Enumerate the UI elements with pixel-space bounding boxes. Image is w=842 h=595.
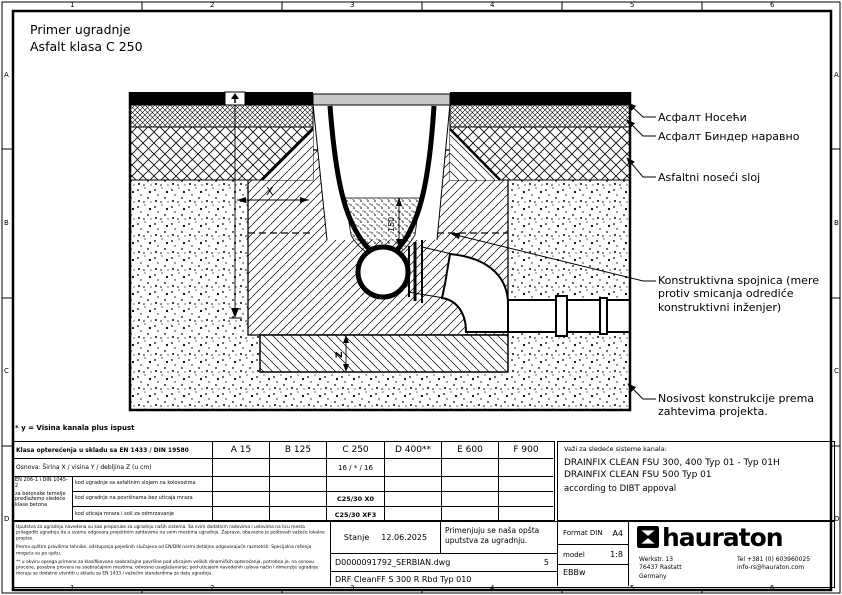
load-class-header: Klasa opterećenja u skladu sa EN 1433 / DIN 19580 bbox=[13, 442, 213, 459]
file-row bbox=[331, 554, 558, 572]
asphalt-binder-left bbox=[130, 105, 313, 127]
frame-row-label: A bbox=[834, 71, 839, 79]
frame-col-label: 5 bbox=[630, 1, 635, 9]
company-block bbox=[629, 522, 834, 586]
frame-col-label: 6 bbox=[770, 584, 775, 592]
format-cell bbox=[558, 522, 629, 545]
status-label: Stanje bbox=[343, 533, 370, 542]
concrete-f900 bbox=[499, 492, 553, 507]
page-title bbox=[30, 22, 143, 56]
leader-base bbox=[627, 158, 656, 177]
leader-bearing bbox=[628, 384, 656, 399]
pipe-socket bbox=[556, 296, 567, 336]
disclaimer-paragraph: Prema opštim pravilima tehnike, odstupanja pojedinih slučajeva od EN/DIN normi detaljno odgovarajuće razmotriti. Specijalna rešenja moguća su po upitu. bbox=[16, 544, 312, 556]
foundation-c250-value: 16 / * / 16 bbox=[327, 459, 385, 477]
annotation-construction-joint: Konstruktivna spojnica (mere protiv smicanja odrediće konstruktivni inženjer) bbox=[658, 274, 819, 314]
outlet-pipe bbox=[508, 300, 630, 332]
concrete-c250-value: C25/30 XF3 bbox=[327, 507, 385, 522]
concrete-a15 bbox=[213, 477, 270, 492]
frame-row-label: C bbox=[4, 367, 9, 375]
status-cell bbox=[331, 522, 441, 554]
class-d400: D 400** bbox=[385, 442, 442, 459]
class-a15: A 15 bbox=[213, 442, 270, 459]
filter-pipe bbox=[358, 247, 408, 297]
concrete-e600 bbox=[442, 507, 499, 522]
frame-col-label: 4 bbox=[490, 1, 495, 9]
hauraton-wordmark: hauraton bbox=[662, 523, 783, 552]
status-date: 12.06.2025 bbox=[381, 533, 428, 542]
concrete-note: za betonske temelje predlažemo sledeće klase betona bbox=[15, 490, 66, 508]
leader-surface bbox=[628, 103, 656, 117]
annotation-bearing-capacity: Nosivost konstrukcije prema zahtevima projekta. bbox=[658, 392, 815, 419]
asphalt-surface-left bbox=[130, 92, 313, 105]
system-applicability-block bbox=[557, 441, 835, 521]
frame-col-label: 6 bbox=[770, 1, 775, 9]
frame-col-label: 4 bbox=[490, 584, 495, 592]
dim-150-label: 150 bbox=[387, 216, 396, 232]
file-name: D0000091792_SERBIAN.dwg bbox=[335, 558, 451, 567]
frame-row-label: D bbox=[4, 515, 10, 523]
scale-value: 1:8 bbox=[610, 550, 623, 559]
leader-binder bbox=[627, 120, 656, 136]
foundation-slab bbox=[260, 335, 508, 372]
load-class-table bbox=[12, 441, 555, 521]
foundation-e600 bbox=[442, 459, 499, 477]
foundation-d400 bbox=[385, 459, 442, 477]
system-line: according to DIBT appoval bbox=[564, 484, 677, 495]
drawing-title: DRF CleanFF S 300 R Rbd Typ 010 bbox=[331, 572, 558, 586]
disclaimer-cell bbox=[13, 522, 331, 586]
concrete-b125 bbox=[270, 492, 327, 507]
frame-col-label: 2 bbox=[210, 584, 215, 592]
concrete-c250-value bbox=[327, 477, 385, 492]
disclaimer-paragraph: ** u okviru opsega primene za klasifikovane saobraćajne površine pod uticajem velikih dinamičkih opterećenja, potrebna je, na osnovu procene, posebna provera na saobraćajnim mestima, odnosno usaglašavanje; pod uticajem navedenih uslova način i dimenzije ugradnje moraju se dodatno utvrditi u skladu sa EN 1433 i važećim standardima za datu ugradnju. bbox=[16, 559, 319, 576]
concrete-a15 bbox=[213, 492, 270, 507]
class-f900: F 900 bbox=[499, 442, 553, 459]
annotation-asphalt-surface: Асфалт Носећи bbox=[658, 111, 747, 124]
foundation-row-label: Osnova: Širina X / visina Y / debljina Z (u cm) bbox=[13, 459, 213, 477]
frame-col-label: 3 bbox=[350, 584, 355, 592]
editor-code: EBBw bbox=[558, 565, 629, 586]
scale-cell bbox=[558, 545, 629, 565]
foundation-a15 bbox=[213, 459, 270, 477]
frame-row-label: D bbox=[834, 515, 840, 523]
concrete-row-label: kod ugradnje na površinama bez uticaja mraza bbox=[73, 492, 213, 507]
format-value: A4 bbox=[612, 528, 623, 538]
pipe-socket bbox=[600, 298, 607, 334]
asphalt-binder-right bbox=[450, 105, 630, 127]
system-line: DRAINFIX CLEAN FSU 300, 400 Typ 01 - Typ 01H bbox=[564, 458, 780, 468]
company-contact bbox=[737, 556, 810, 573]
system-line: DRAINFIX CLEAN FSU 500 Typ 01 bbox=[564, 470, 712, 481]
foundation-f900 bbox=[499, 459, 553, 477]
frame-row-label: B bbox=[834, 219, 839, 227]
hauraton-logo-icon bbox=[637, 526, 659, 548]
company-phone: Tel +381 (0) 603960025 bbox=[737, 556, 811, 563]
title-block bbox=[12, 521, 835, 588]
concrete-f900 bbox=[499, 477, 553, 492]
class-b125: B 125 bbox=[270, 442, 327, 459]
frame-row-label: A bbox=[4, 71, 9, 79]
annotation-asphalt-binder: Асфалт Биндер наравно bbox=[658, 130, 800, 143]
dim-z-label: Z bbox=[335, 351, 345, 358]
concrete-row-label: kod ugradnje sa asfaltnim slojem na kolovozima bbox=[73, 477, 213, 492]
class-c250: C 250 bbox=[327, 442, 385, 459]
concrete-standard: EN 206-1 i DIN 1045-2 bbox=[15, 477, 68, 489]
concrete-standard-cell bbox=[13, 477, 73, 522]
scale-label: model bbox=[563, 550, 585, 559]
system-info-title: Važi za sledeće sisteme kanala: bbox=[564, 445, 667, 453]
concrete-b125 bbox=[270, 477, 327, 492]
concrete-c250-value: C25/30 X0 bbox=[327, 492, 385, 507]
address-line: Germany bbox=[639, 572, 667, 580]
installation-note: Primenjuju se naša opšta uputstva za ugradnju. bbox=[441, 522, 558, 554]
company-address bbox=[639, 556, 682, 581]
footnote-y-definition: * y = Visina kanala plus ispust bbox=[15, 424, 135, 432]
frame-col-label: 1 bbox=[70, 1, 75, 9]
frame-row-label: B bbox=[4, 219, 9, 227]
frame-col-label: 5 bbox=[630, 584, 635, 592]
concrete-b125 bbox=[270, 507, 327, 522]
annotation-asphalt-base: Asfaltni noseći sloj bbox=[658, 171, 761, 184]
concrete-e600 bbox=[442, 492, 499, 507]
concrete-row-label: kod uticaja mraza i soli za odmrzavanje bbox=[73, 507, 213, 522]
title-line-1: Primer ugradnje bbox=[30, 22, 131, 37]
frame-col-label: 2 bbox=[210, 1, 215, 9]
company-email: info-rs@hauraton.com bbox=[737, 564, 805, 572]
concrete-e600 bbox=[442, 477, 499, 492]
frame-row-label: C bbox=[834, 367, 839, 375]
channel-cover bbox=[313, 94, 450, 105]
sheet-number: 5 bbox=[543, 558, 549, 567]
class-e600: E 600 bbox=[442, 442, 499, 459]
format-label: Format DIN bbox=[563, 529, 603, 537]
concrete-d400 bbox=[385, 507, 442, 522]
disclaimer-paragraph: Uputstva za ugradnju navedena su kao preporuke za ugradnju naših sistema. Sa svim dodatnim radovima i uslovima na licu mesta prilagoditi ugradnju da u svemu odgovara projektnim zahtevima na svim mestima ugradnje. Zapravo, obavezno je poštovati važeće lokalne propise. bbox=[16, 524, 325, 541]
asphalt-surface-right bbox=[450, 92, 630, 105]
concrete-a15 bbox=[213, 507, 270, 522]
foundation-b125 bbox=[270, 459, 327, 477]
concrete-d400 bbox=[385, 492, 442, 507]
frame-col-label: 3 bbox=[350, 1, 355, 9]
concrete-f900 bbox=[499, 507, 553, 522]
address-line: Werkstr. 13 bbox=[639, 556, 674, 563]
dim-x-label: X bbox=[266, 185, 274, 198]
frame-col-label: 1 bbox=[70, 584, 75, 592]
title-line-2: Asfalt klasa C 250 bbox=[30, 38, 143, 54]
address-line: 76437 Rastatt bbox=[639, 564, 682, 572]
concrete-d400 bbox=[385, 477, 442, 492]
